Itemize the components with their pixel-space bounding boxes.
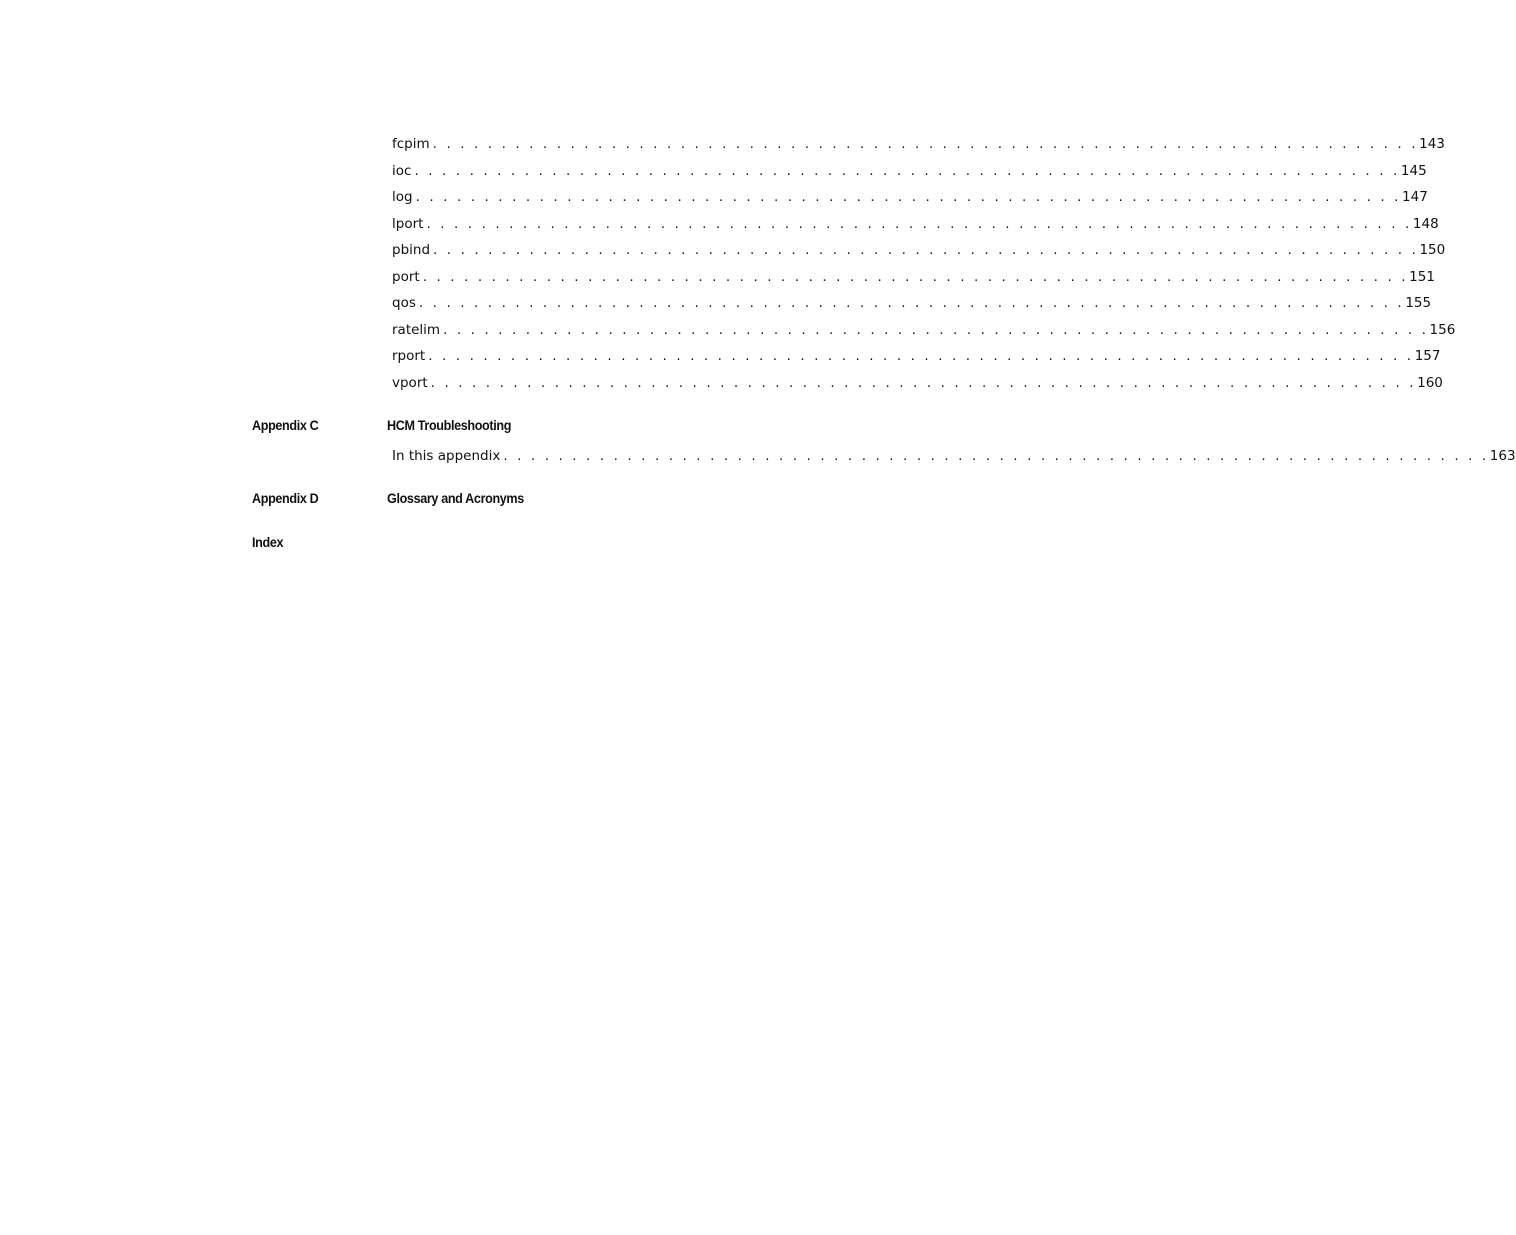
toc-entry-page: 163 — [1489, 448, 1516, 464]
toc-entry-label: log — [392, 189, 413, 205]
toc-entry-label: In this appendix — [392, 448, 501, 464]
dot-leader: . . . . . . . . . . . . . . . . . . . . . . . . . . . . . . . . . . . . . . . . . . . . . . . . . . . . . . . . . . . . . . . . . . . . . . . . — [418, 295, 1405, 311]
toc-entry-page: 147 — [1402, 189, 1428, 205]
dot-leader: . . . . . . . . . . . . . . . . . . . . . . . . . . . . . . . . . . . . . . . . . . . . . . . . . . . . . . . . . . . . . . . . . . . . . . . . — [433, 242, 1419, 258]
toc-entry-in-this-appendix[interactable] — [392, 446, 1516, 466]
toc-entry-page: 151 — [1409, 269, 1435, 285]
appendix-d-label[interactable]: Appendix D — [252, 490, 319, 506]
toc-entry-vport[interactable] — [392, 373, 1443, 393]
dot-leader: . . . . . . . . . . . . . . . . . . . . . . . . . . . . . . . . . . . . . . . . . . . . . . . . . . . . . . . . . . . . . . . . . . . . . . . . — [430, 375, 1417, 391]
toc-entry-page: 155 — [1405, 295, 1432, 311]
appendix-c-title[interactable]: HCM Troubleshooting — [387, 417, 512, 433]
toc-entry-fcpim[interactable] — [392, 134, 1445, 154]
toc-entry-label: port — [392, 269, 420, 285]
dot-leader: . . . . . . . . . . . . . . . . . . . . . . . . . . . . . . . . . . . . . . . . . . . . . . . . . . . . . . . . . . . . . . . . . . . . . . . . — [426, 216, 1412, 232]
toc-entry-page: 145 — [1400, 163, 1427, 179]
dot-leader: . . . . . . . . . . . . . . . . . . . . . . . . . . . . . . . . . . . . . . . . . . . . . . . . . . . . . . . . . . . . . . . . . . . . . . . . — [428, 348, 1414, 364]
toc-entry-label: fcpim — [392, 136, 430, 152]
toc-entry-label: vport — [392, 375, 428, 391]
toc-entry-label: ioc — [392, 163, 412, 179]
toc-entry-ratelim[interactable] — [392, 320, 1456, 340]
index-heading[interactable]: Index — [252, 534, 284, 550]
toc-entry-label: rport — [392, 348, 426, 364]
dot-leader: . . . . . . . . . . . . . . . . . . . . . . . . . . . . . . . . . . . . . . . . . . . . . . . . . . . . . . . . . . . . . . . . . . . . . . . . — [414, 163, 1400, 179]
dot-leader: . . . . . . . . . . . . . . . . . . . . . . . . . . . . . . . . . . . . . . . . . . . . . . . . . . . . . . . . . . . . . . . . . . . . . . . . — [432, 136, 1419, 152]
appendix-d-title[interactable]: Glossary and Acronyms — [387, 490, 524, 506]
toc-entry-page: 143 — [1419, 136, 1445, 152]
dot-leader: . . . . . . . . . . . . . . . . . . . . . . . . . . . . . . . . . . . . . . . . . . . . . . . . . . . . . . . . . . . . . . . . . . . . . . . . — [422, 269, 1409, 285]
toc-entry-page: 160 — [1417, 375, 1443, 391]
dot-leader: . . . . . . . . . . . . . . . . . . . . . . . . . . . . . . . . . . . . . . . . . . . . . . . . . . . . . . . . . . . . . . . . . . . . . . . . — [415, 189, 1402, 205]
toc-entry-port[interactable] — [392, 267, 1435, 287]
toc-entry-page: 157 — [1414, 348, 1441, 364]
toc-entry-label: pbind — [392, 242, 431, 258]
toc-entry-rport[interactable] — [392, 346, 1441, 366]
toc-entry-label: lport — [392, 216, 424, 232]
toc-entry-page: 150 — [1419, 242, 1446, 258]
toc-entry-label: qos — [392, 295, 416, 311]
toc-entry-ioc[interactable] — [392, 161, 1427, 181]
toc-entry-pbind[interactable] — [392, 240, 1446, 260]
dot-leader: . . . . . . . . . . . . . . . . . . . . . . . . . . . . . . . . . . . . . . . . . . . . . . . . . . . . . . . . . . . . . . . . . . . . . . . . — [443, 322, 1429, 338]
appendix-c-label[interactable]: Appendix C — [252, 417, 319, 433]
toc-entry-lport[interactable] — [392, 214, 1439, 234]
toc-entry-page: 156 — [1429, 322, 1456, 338]
dot-leader: . . . . . . . . . . . . . . . . . . . . . . . . . . . . . . . . . . . . . . . . . . . . . . . . . . . . . . . . . . . . . . . . . . . . . . . . — [503, 448, 1489, 464]
toc-entry-qos[interactable] — [392, 293, 1432, 313]
toc-entry-page: 148 — [1412, 216, 1439, 232]
toc-entry-log[interactable] — [392, 187, 1428, 207]
toc-entry-label: ratelim — [392, 322, 441, 338]
